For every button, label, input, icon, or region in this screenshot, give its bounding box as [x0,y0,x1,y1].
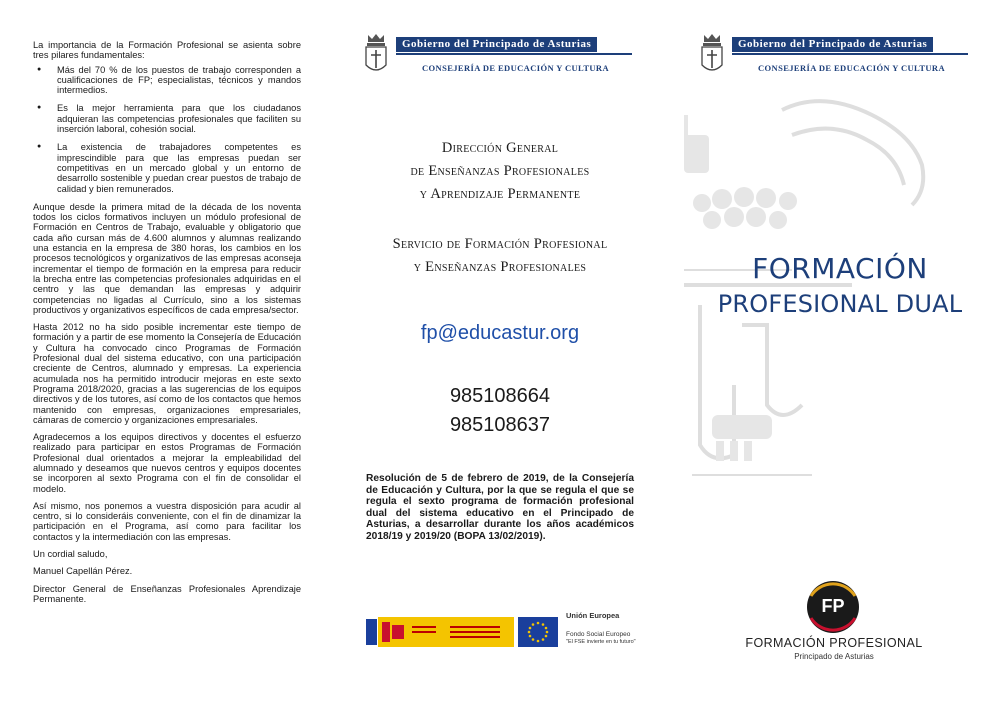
signer-title: Director General de Enseñanzas Profesionales Aprendizaje Permanente. [33,583,301,604]
directorate-line-1: Dirección General [441,140,559,156]
fp-brand-region: Principado de Asturias [794,652,874,661]
contact-phone-2: 985108637 [449,414,551,436]
ministry-logo [408,617,514,647]
letter-panel [33,40,301,611]
eu-label: Unión Europea [566,611,620,620]
cover-title-line-2: PROFESIONAL DUAL [717,290,963,318]
service-line-1: Servicio de Formación Profesional [392,236,608,252]
fp-brand-name: FORMACIÓN PROFESIONAL [745,636,923,650]
contact-phone-1: 985108664 [449,385,551,407]
fp-badge-text: FP [821,596,845,616]
esf-label: Fondo Social Europeo [566,631,631,638]
paragraph: Así mismo, nos ponemos a vuestra disposición para acudir al centro, si lo consideráis conveniente, con el fin de dinamizar la participación en el Programa, así como para facilitar los contactos y la intermediación con las empresas. [33,500,301,542]
funding-logos [366,611,646,651]
government-name: Gobierno del Principado de Asturias [396,37,597,52]
department-name: CONSEJERÍA DE EDUCACIÓN Y CULTURA [758,63,946,73]
cover-title-line-1: FORMACIÓN [752,252,928,285]
esf-motto: "El FSE invierte en tu futuro" [566,639,636,645]
list-item: ● Es la mejor herramienta para que los ciudadanos adquieran las competencias profesionales que faciliten su inserción laboral, cohesión social. [33,103,301,134]
department-name: CONSEJERÍA DE EDUCACIÓN Y CULTURA [422,63,610,73]
paragraph: Agradecemos a los equipos directivos y docentes el esfuerzo realizado para participar en estos Programas de Formación Profesional dual orientados a mejorar la empleabilidad del alumnado y deseamos que nuevos centros y equipos docentes se incorporen al sexto Programa con el fin de consolidar el modelo. [33,432,301,494]
banner-rule [732,53,968,55]
government-banner-cover [698,33,968,77]
contact-email-link[interactable]: fp@educastur.org [420,322,580,344]
directorate-line-2: de Enseñanzas Profesionales [410,163,590,179]
resolution-reference: Resolución de 5 de febrero de 2019, de la Consejería de Educación y Cultura, por la que se regula el que se regula el sexto programa de formación profesional dual del sistema educativo en el Principado de Asturias, a desarrollar durante los años académicos 2018/19 y 2019/20 (BOPA 13/02/2019). [366,473,634,542]
list-item: ● La existencia de trabajadores competentes es imprescindible para que las empresas puedan ser competitivas en un mercado global y un entorno de desarrollo sostenible y puedan crear puestos de trabajo de calidad y bien remunerados. [33,142,301,193]
paragraph: Aunque desde la primera mitad de la década de los noventa todos los ciclos formativos incluyen un módulo profesional de Formación en Centros de Trabajo, evaluable y obligatorio que cada año cursan más de 4.600 alumnos y alumnas realizando una estancia en la empresa de 380 horas, los cambios en los procesos tecnológicos y organizativos de las empresas aconseja incrementar el tiempo de formación en la empresa para reducir la brecha entre las competencias profesionales adquiridas en el centro y las que demandan las empresas y adquirir competencias no ligadas al Currículo, sino a los sistemas productivos y organizativos específicos de cada empresa/sector. [33,201,301,315]
asturias-crest-icon [362,33,390,77]
spain-coat-of-arms-icon [378,617,408,647]
intro-text: La importancia de la Formación Profesional se asienta sobre tres pilares fundamentales: [33,40,301,61]
asturias-crest-icon [698,33,726,77]
pillars-list [33,65,301,194]
list-item: ● Más del 70 % de los puestos de trabajo corresponden a cualificaciones de FP; especialistas, técnicos y mandos intermedios. [33,65,301,96]
government-name: Gobierno del Principado de Asturias [732,37,933,52]
greeting: Un cordial saludo, [33,549,108,560]
signature: Manuel Capellán Pérez. [33,566,133,577]
government-banner [362,33,632,77]
directorate-line-3: y Aprendizaje Permanente [419,186,581,202]
eu-flag-strip [366,619,377,645]
banner-rule [396,53,632,55]
paragraph: Hasta 2012 no ha sido posible incrementar este tiempo de formación y a partir de ese momento la Consejería de Educación y Cultura ha convocado cinco Programas de Formación Profesional dual del sistema educativo, con una participación creciente de Centros, alumnado y empresas. La experiencia acumulada nos ha permitido introducir mejoras en este sexto Programa 2018/2020, gracias a las sugerencias de los equipos directivos y de los tutores, así como de los contactos que hemos mantenido con empresas, organizaciones empresariales, cámaras de comercio y organizaciones empresariales. [33,322,301,425]
eu-flag-icon [518,617,558,647]
service-line-2: y Enseñanzas Profesionales [413,259,587,275]
